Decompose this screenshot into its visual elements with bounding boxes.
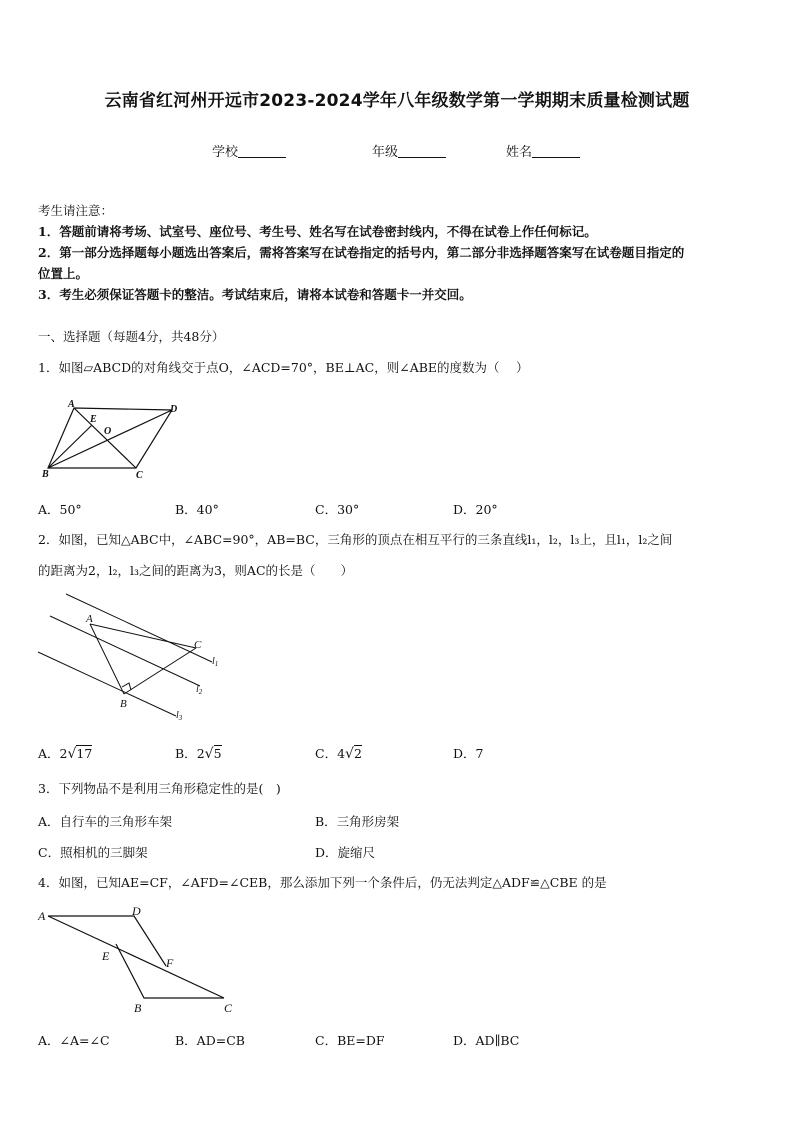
q4-option-c: C．BE=DF <box>315 1033 385 1048</box>
q4-label-f: F <box>166 956 174 970</box>
q1-label-e: E <box>90 414 97 425</box>
q2-option-b: B．2√5 <box>175 746 222 762</box>
q2-label-l2: $l_2$ <box>196 684 203 696</box>
q4-option-d: D．AD∥BC <box>453 1033 520 1048</box>
q4-label-b: B <box>134 1001 142 1015</box>
grade-field <box>372 141 446 160</box>
q4-label-e: E <box>102 949 110 963</box>
school-label: 学校 <box>212 145 239 160</box>
q2-label-a: A <box>86 613 93 625</box>
q2-figure <box>36 592 226 728</box>
q2-option-a: A．2√17 <box>38 746 93 762</box>
notice-item-2-cont: 位置上。 <box>38 266 89 281</box>
q3-text: 3．下列物品不是利用三角形稳定性的是( ) <box>38 781 281 796</box>
q1-label-a: A <box>68 399 75 410</box>
q2-option-c: C．4√2 <box>315 746 362 762</box>
grade-blank <box>398 145 446 158</box>
q3-option-b: B．三角形房架 <box>315 814 400 829</box>
q2-label-b: B <box>120 698 127 710</box>
notice-item-1: 1．答题前请将考场、试室号、座位号、考生号、姓名写在试卷密封线内，不得在试卷上作任何标记。 <box>38 224 597 239</box>
grade-label: 年级 <box>372 145 399 160</box>
q1-option-c: C．30° <box>315 502 360 517</box>
notice-item-3: 3．考生必须保证答题卡的整洁。考试结束后，请将本试卷和答题卡一并交回。 <box>38 287 472 302</box>
q2-text-line2: 的距离为2，l₂，l₃之间的距离为3，则AC的长是（ ） <box>38 563 354 578</box>
notice-heading: 考生请注意： <box>38 203 114 218</box>
q2-label-l3: $l_3$ <box>176 710 183 722</box>
q3-option-c: C．照相机的三脚架 <box>38 845 148 860</box>
notice-item-2: 2．第一部分选择题每小题选出答案后，需将答案写在试卷指定的括号内，第二部分非选择题答案写在试卷题目指定的 <box>38 245 685 260</box>
q1-diagonal-ac <box>74 408 136 468</box>
q1-label-d: D <box>170 404 178 415</box>
q4-text: 4．如图，已知AE=CF，∠AFD=∠CEB，那么添加下列一个条件后，仍无法判定△ADF≌△CBE 的是 <box>38 875 607 890</box>
q1-option-b: B．40° <box>175 502 219 517</box>
page-title: 云南省红河州开远市2023-2024学年八年级数学第一学期期末质量检测试题 <box>104 91 690 111</box>
q4-label-c: C <box>224 1001 233 1015</box>
q1-option-a: A．50° <box>38 502 82 517</box>
q4-option-b: B．AD=CB <box>175 1033 245 1048</box>
q1-figure <box>36 398 186 480</box>
q2-label-l1: $l_1$ <box>212 656 219 668</box>
q2-right-angle-mark <box>122 683 131 690</box>
q1-label-c: C <box>136 470 143 480</box>
q2-text-line1: 2．如图，已知△ABC中，∠ABC=90°，AB=BC，三角形的顶点在相互平行的三条直线l₁，l₂，l₃上，且l₁，l₂之间 <box>38 532 673 547</box>
q2-side-ac <box>90 624 196 648</box>
section-heading: 一、选择题（每题4分，共48分） <box>38 329 225 344</box>
q3-option-a: A．自行车的三角形车架 <box>38 814 173 829</box>
name-label: 姓名 <box>506 145 533 160</box>
q2-label-c: C <box>194 639 202 651</box>
q2-option-d: D．7 <box>453 746 484 761</box>
name-field <box>506 141 580 160</box>
q3-option-d: D．旋缩尺 <box>315 845 376 860</box>
q1-segment-be <box>48 425 92 468</box>
name-blank <box>532 145 580 158</box>
q4-option-a: A．∠A=∠C <box>38 1033 110 1048</box>
q2-line-l2 <box>50 616 200 686</box>
school-blank <box>238 145 286 158</box>
q2-side-bc <box>124 648 196 694</box>
q1-option-d: D．20° <box>453 502 498 517</box>
q1-text: 1．如图▱ABCD的对角线交于点O，∠ACD=70°，BE⊥AC，则∠ABE的度数为（ ） <box>38 360 529 375</box>
q4-label-a: A <box>38 909 46 923</box>
q1-label-o: O <box>104 426 112 437</box>
school-field <box>212 141 286 160</box>
q2-line-l3 <box>38 652 176 716</box>
q4-line-ac <box>48 916 224 998</box>
q1-label-b: B <box>42 469 49 480</box>
q4-figure <box>34 902 244 1020</box>
q4-label-d: D <box>132 904 141 918</box>
